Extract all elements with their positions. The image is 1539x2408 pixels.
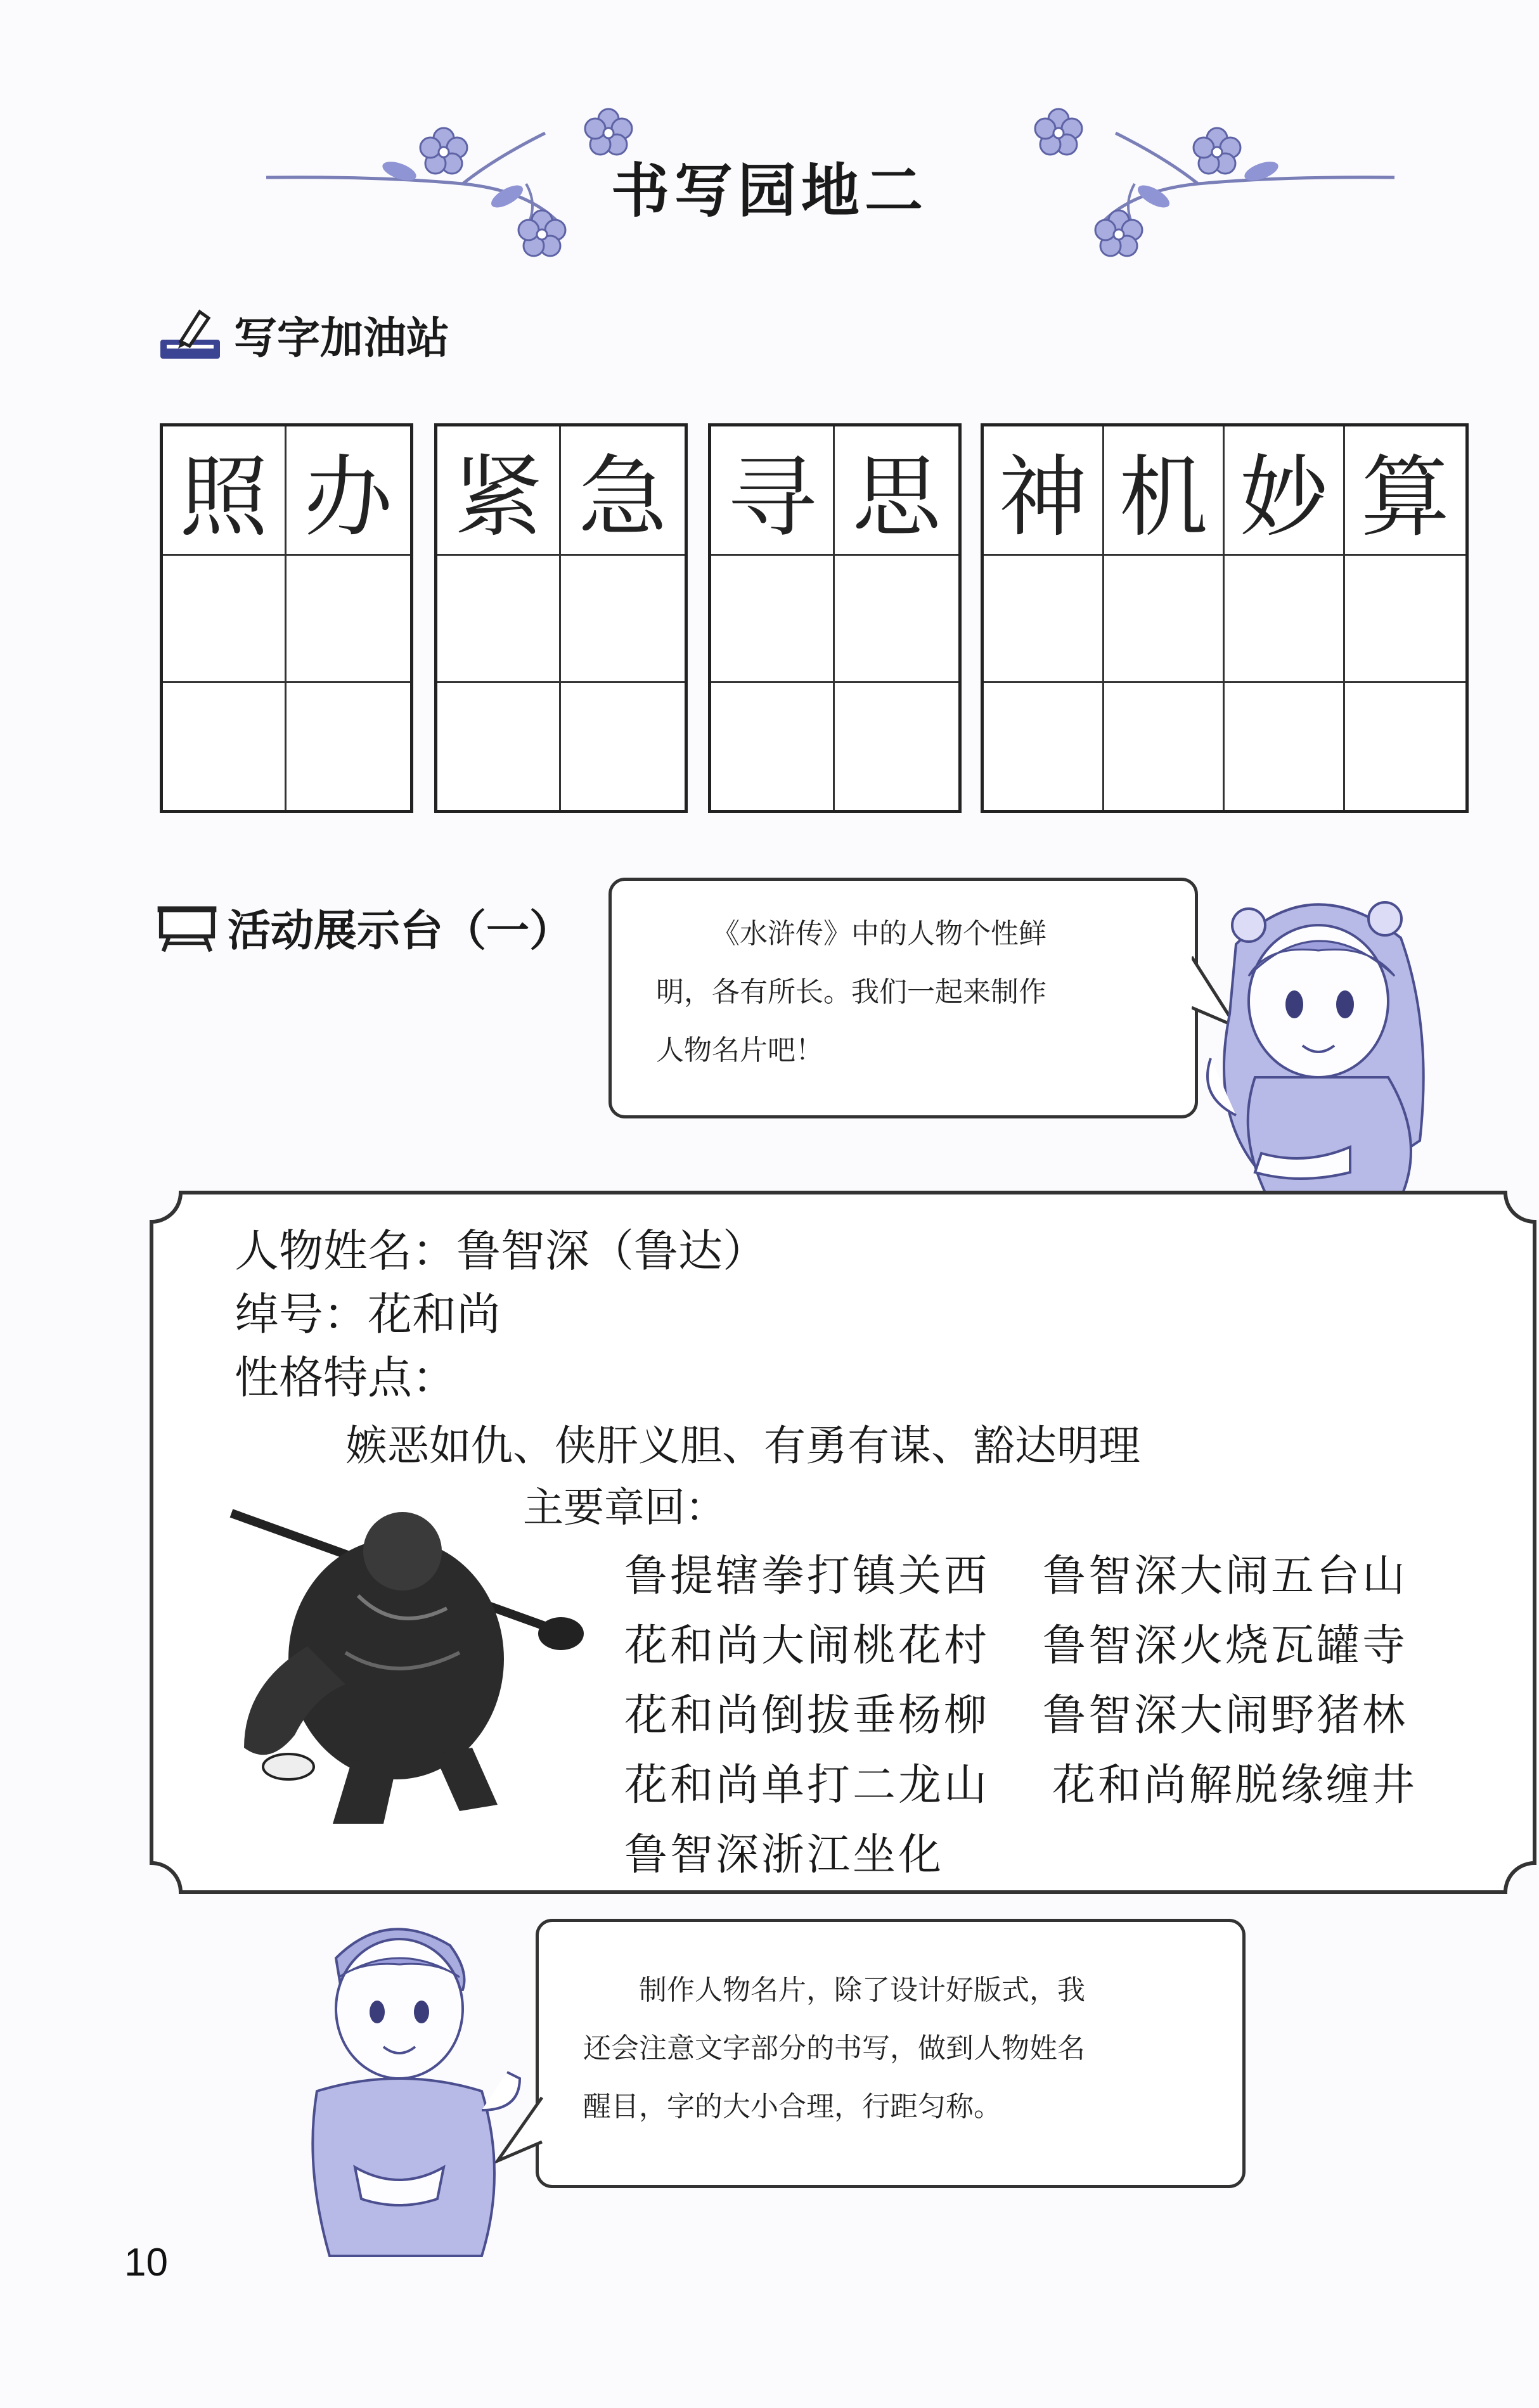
practice-cell[interactable] — [163, 683, 287, 810]
boy-bubble-line: 制作人物名片，除了设计好版式，我 — [639, 1974, 1085, 2006]
chapter-item: 鲁智深大闹五台山 — [1043, 1551, 1408, 1601]
model-character: 机 — [1104, 426, 1225, 556]
card-chapters-label: 主要章回： — [523, 1485, 726, 1532]
practice-cell[interactable] — [437, 683, 561, 810]
practice-cell[interactable] — [1225, 683, 1345, 810]
chapter-item: 鲁提辖拳打镇关西 — [624, 1551, 990, 1601]
model-character: 紧 — [437, 426, 561, 556]
section-heading-activity-label: 活动展示台（一） — [228, 906, 573, 956]
card-traits-label: 性格特点： — [235, 1352, 456, 1404]
boy-bubble-line: 还会注意文字部分的书写，做到人物姓名 — [583, 2032, 1085, 2065]
girl-bubble-line: 《水浒传》中的人物个性鲜 — [712, 918, 1046, 950]
practice-cell[interactable] — [287, 683, 410, 810]
girl-bubble-line: 人物名片吧！ — [656, 1034, 823, 1066]
chapter-item: 花和尚倒拔垂杨柳 — [624, 1691, 990, 1741]
practice-cell[interactable] — [1345, 683, 1465, 810]
model-character: 思 — [835, 426, 958, 556]
section-heading-writing — [155, 304, 449, 366]
girl-speech-bubble — [609, 878, 1198, 1118]
section-heading-writing-label: 写字加油站 — [234, 314, 450, 364]
card-name-line: 人物姓名：鲁智深（鲁达） — [235, 1225, 767, 1277]
card-nickname-line: 绰号：花和尚 — [235, 1288, 501, 1340]
practice-cell[interactable] — [437, 556, 561, 683]
practice-cell[interactable] — [287, 556, 410, 683]
practice-cell[interactable] — [984, 556, 1104, 683]
chapter-item: 花和尚大闹桃花村 — [624, 1621, 990, 1671]
name-card — [149, 1190, 1537, 1895]
model-character: 急 — [561, 426, 685, 556]
model-character: 照 — [163, 426, 287, 556]
practice-cell[interactable] — [163, 556, 287, 683]
chapter-item: 鲁智深浙江坐化 — [624, 1830, 944, 1880]
lu-zhishen-illustration — [206, 1494, 586, 1836]
practice-cell[interactable] — [1104, 683, 1225, 810]
practice-cell[interactable] — [561, 556, 685, 683]
boy-bubble-line: 醒目，字的大小合理，行距匀称。 — [583, 2091, 1001, 2123]
writing-grid-group — [434, 423, 688, 813]
practice-cell[interactable] — [1345, 556, 1465, 683]
practice-cell[interactable] — [984, 683, 1104, 810]
page-title: 书写园地二 — [610, 157, 928, 225]
chapter-item: 花和尚解脱缘缠井 — [1052, 1760, 1418, 1810]
model-character: 寻 — [711, 426, 835, 556]
girl-bubble-line: 明，各有所长。我们一起来制作 — [656, 976, 1046, 1008]
practice-cell[interactable] — [835, 556, 958, 683]
practice-cell[interactable] — [561, 683, 685, 810]
pen-writing-icon — [155, 307, 225, 364]
practice-cell[interactable] — [711, 556, 835, 683]
writing-grid-group — [981, 423, 1469, 813]
writing-grid-group — [160, 423, 413, 813]
practice-cell[interactable] — [1225, 556, 1345, 683]
writing-grid-group — [708, 423, 962, 813]
display-board-icon — [155, 899, 219, 956]
page-number: 10 — [124, 2241, 168, 2284]
practice-cell[interactable] — [711, 683, 835, 810]
boy-character-illustration — [279, 1901, 545, 2281]
practice-cell[interactable] — [1104, 556, 1225, 683]
section-heading-activity — [155, 897, 572, 958]
model-character: 神 — [984, 426, 1104, 556]
model-character: 算 — [1345, 426, 1465, 556]
model-character: 妙 — [1225, 426, 1345, 556]
model-character: 办 — [287, 426, 410, 556]
chapter-item: 鲁智深火烧瓦罐寺 — [1043, 1621, 1408, 1671]
practice-cell[interactable] — [835, 683, 958, 810]
boy-speech-bubble — [536, 1919, 1246, 2188]
chapter-item: 鲁智深大闹野猪林 — [1043, 1691, 1408, 1741]
girl-character-illustration — [1160, 868, 1464, 1242]
chapter-item: 花和尚单打二龙山 — [624, 1760, 990, 1810]
card-traits: 嫉恶如仇、侠肝义胆、有勇有谋、豁达明理 — [345, 1421, 1140, 1470]
